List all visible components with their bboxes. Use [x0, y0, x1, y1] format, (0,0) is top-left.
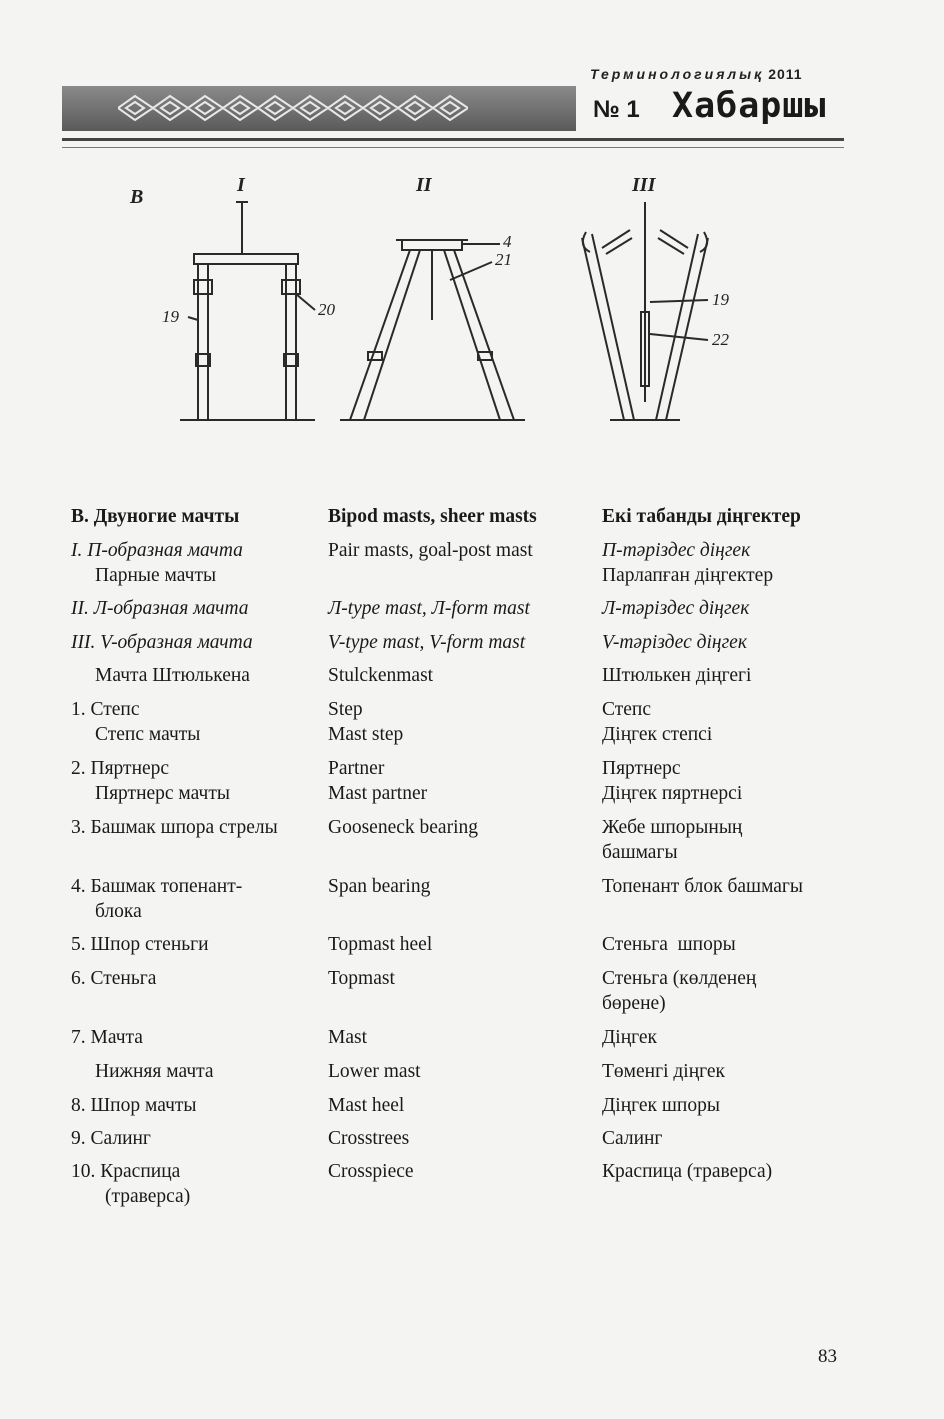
term-kk: Стеньга (көлденең бөрене)	[602, 968, 757, 1014]
figure-callout-19b: 19	[712, 290, 729, 309]
figure-callout-22: 22	[712, 330, 729, 349]
ornament-icon	[118, 90, 468, 126]
term-kk-line: Діңгек степсі	[602, 724, 713, 745]
mast-figure	[110, 162, 830, 442]
term-ru: II. Л-образная мачта	[71, 598, 249, 619]
figure-callout-4: 4	[503, 232, 512, 251]
term-en: Topmast heel	[328, 934, 433, 955]
term-ru: 9. Салинг	[71, 1128, 151, 1149]
term-en	[328, 538, 590, 563]
figure-callout-20: 20	[318, 300, 335, 319]
term-en-line: Partner	[328, 758, 385, 779]
term-kk: Стеньга шпоры	[602, 934, 736, 955]
term-en: Topmast	[328, 968, 395, 989]
term-en: Crosstrees	[328, 1128, 410, 1149]
term-kk: V-тәріздес діңгек	[602, 632, 747, 653]
term-ru: 7. Мачта	[71, 1027, 143, 1048]
term-ru: 10. Краспица (траверса)	[71, 1161, 191, 1207]
term-ru: Мачта Штюлькена	[95, 665, 250, 686]
term-kk	[602, 756, 852, 806]
term-en	[328, 756, 590, 806]
term-ru-line: Степс мачты	[95, 724, 201, 745]
term-kk-line: Парлапған діңгектер	[602, 565, 774, 586]
term-kk: Л-тәріздес діңгек	[602, 598, 750, 619]
term-kk-line: Степс	[602, 699, 652, 720]
term-en: Stulckenmast	[328, 665, 434, 686]
term-kk: Жебе шпорының башмагы	[602, 817, 743, 863]
term-kk: Салинг	[602, 1128, 663, 1149]
term-en: Gooseneck bearing	[328, 817, 478, 838]
term-ru: 8. Шпор мачты	[71, 1095, 197, 1116]
figure-callout-19: 19	[162, 307, 179, 326]
term-en-line: Mast partner	[328, 783, 428, 804]
term-kk: Краспица (траверса)	[602, 1161, 773, 1182]
term-en-line: Step	[328, 699, 363, 720]
journal-name	[590, 66, 850, 82]
term-kk-line: П-тәріздес діңгек	[602, 540, 751, 561]
term-ru: 3. Башмак шпора стрелы	[71, 817, 278, 838]
figure-label-iii: III	[632, 174, 656, 196]
term-kk: Топенант блок башмагы	[602, 876, 804, 897]
term-ru	[71, 756, 316, 806]
issue-number: № 1	[593, 96, 640, 123]
term-ru	[71, 697, 316, 747]
term-kk-line: Пяртнерс	[602, 758, 681, 779]
term-ru: Нижняя мачта	[95, 1061, 214, 1082]
page-number: 83	[818, 1346, 837, 1367]
term-ru-line: 1. Степс	[71, 699, 140, 720]
header-english: Bipod masts, sheer masts	[328, 506, 537, 527]
term-ru: 5. Шпор стеньги	[71, 934, 209, 955]
term-en: Л-type mast, Л-form mast	[328, 598, 530, 619]
figure-label-i: I	[237, 174, 245, 196]
term-kk: Діңгек	[602, 1027, 658, 1048]
journal-masthead-title: Хабаршы	[672, 86, 827, 126]
term-ru: 6. Стеньга	[71, 968, 157, 989]
term-kk-line: Діңгек пяртнерсі	[602, 783, 743, 804]
term-en-line: Mast step	[328, 724, 404, 745]
term-en: Crosspiece	[328, 1161, 414, 1182]
term-ru	[71, 538, 316, 588]
term-ru-line: Парные мачты	[95, 565, 217, 586]
journal-title-text: Терминологиялық	[590, 66, 765, 82]
term-kk: Діңгек шпоры	[602, 1095, 720, 1116]
header-rule	[62, 138, 844, 141]
header-rule-thin	[62, 147, 844, 148]
term-ru: III. V-образная мачта	[71, 632, 253, 653]
term-en: Mast	[328, 1027, 367, 1048]
term-en-line: Pair masts, goal-post mast	[328, 540, 533, 561]
term-en: Span bearing	[328, 876, 431, 897]
term-kk	[602, 538, 852, 588]
term-ru: 4. Башмак топенант-блока	[71, 876, 243, 922]
term-ru-line: I. П-образная мачта	[71, 540, 243, 561]
term-kk: Штюлькен діңгегі	[602, 665, 752, 686]
journal-year: 2011	[768, 66, 803, 82]
term-kk: Төменгі діңгек	[602, 1061, 726, 1082]
figure-callout-21: 21	[495, 250, 512, 269]
term-en: V-type mast, V-form mast	[328, 632, 526, 653]
term-ru-line: 2. Пяртнерс	[71, 758, 170, 779]
term-en: Mast heel	[328, 1095, 405, 1116]
term-ru-line: Пяртнерс мачты	[95, 783, 230, 804]
term-kk	[602, 697, 852, 747]
header-kazakh: Екі табанды діңгектер	[602, 506, 801, 527]
figure-label-b: В	[130, 186, 144, 208]
figure-label-ii: II	[416, 174, 432, 196]
term-en: Lower mast	[328, 1061, 421, 1082]
header-russian: В. Двуногие мачты	[71, 506, 240, 527]
term-en	[328, 697, 590, 747]
